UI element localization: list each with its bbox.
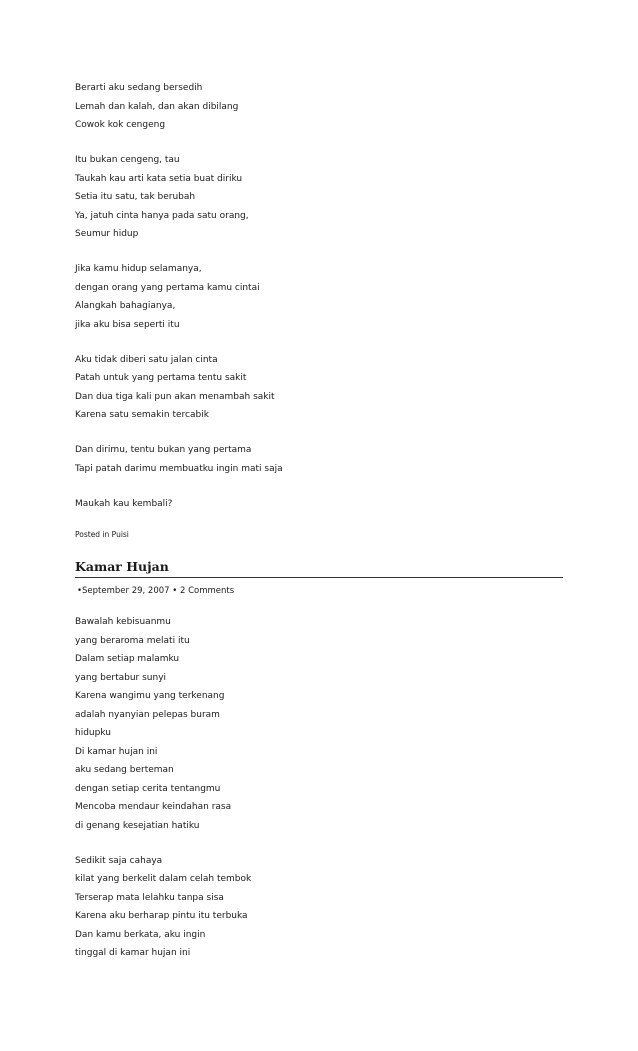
- poem-line: Karena aku berharap pintu itu terbuka: [75, 911, 248, 921]
- stanza-gap: [75, 244, 563, 261]
- poem-line: yang bertabur sunyi: [75, 672, 167, 683]
- poem-line: Setia itu satu, tak berubah: [75, 192, 196, 202]
- poem-line: kilat yang berkelit dalam celah tembok: [75, 874, 252, 884]
- poem-line: Dan kamu berkata, aku ingin: [75, 929, 206, 940]
- stanza: [75, 495, 563, 514]
- stanza-gap: [75, 334, 563, 351]
- poem-line: Terserap mata lelahku tanpa sisa: [75, 892, 224, 903]
- stanza: [75, 260, 563, 334]
- stanza: [75, 151, 563, 244]
- stanza: [75, 613, 563, 835]
- poem-line: Mencoba mendaur keindahan rasa: [75, 802, 232, 812]
- poem-line: tinggal di kamar hujan ini: [75, 948, 191, 958]
- poem-continued: [75, 79, 563, 513]
- poem-line: Maukah kau kembali?: [75, 498, 173, 509]
- poem-line: Bawalah kebisuanmu: [75, 617, 171, 627]
- poem-line: Berarti aku sedang bersedih: [75, 83, 203, 93]
- stanza-gap: [75, 835, 563, 852]
- stanza-gap: [75, 478, 563, 495]
- poem-line: Karena wangimu yang terkenang: [75, 691, 225, 701]
- poem-line: Dan dua tiga kali pun akan menambah sakit: [75, 391, 275, 402]
- poem-line: Dan dirimu, tentu bukan yang pertama: [75, 445, 252, 455]
- poem-line: Karena satu semakin tercabik: [75, 410, 209, 420]
- poem-line: Seumur hidup: [75, 229, 139, 239]
- poem-line: di genang kesejatian hatiku: [75, 820, 200, 831]
- poem-line: Cowok kok cengeng: [75, 120, 166, 130]
- poem-line: Dalam setiap malamku: [75, 654, 180, 664]
- stanza-gap: [75, 425, 563, 442]
- stanza: [75, 79, 563, 135]
- post-meta: •September 29, 2007 • 2 Comments: [77, 586, 235, 596]
- stanza: [75, 852, 563, 963]
- poem-line: jika aku bisa seperti itu: [75, 319, 180, 330]
- poem-line: Di kamar hujan ini: [75, 746, 158, 757]
- poem-line: Tapi patah darimu membuatku ingin mati saja: [75, 463, 283, 474]
- poem-line: Jika kamu hidup selamanya,: [75, 264, 202, 274]
- poem-line: hidupku: [75, 728, 111, 738]
- poem-line: adalah nyanyian pelepas buram: [75, 709, 220, 720]
- stanza: [75, 441, 563, 478]
- poem-line: aku sedang berteman: [75, 765, 174, 775]
- poem-line: Alangkah bahagianya,: [75, 301, 176, 311]
- posted-in-category[interactable]: Posted in Puisi: [75, 530, 129, 539]
- poem-kamar-hujan: [75, 613, 563, 963]
- poem-line: Lemah dan kalah, dan akan dibilang: [75, 101, 239, 112]
- poem-line: Aku tidak diberi satu jalan cinta: [75, 354, 218, 365]
- poem-line: dengan setiap cerita tentangmu: [75, 783, 221, 794]
- poem-line: Sedikit saja cahaya: [75, 855, 163, 866]
- poem-line: Itu bukan cengeng, tau: [75, 155, 180, 165]
- post-title[interactable]: Kamar Hujan: [75, 559, 563, 578]
- poem-line: Patah untuk yang pertama tentu sakit: [75, 373, 247, 383]
- poem-line: Taukah kau arti kata setia buat diriku: [75, 173, 243, 184]
- stanza-gap: [75, 135, 563, 152]
- page-content: [75, 79, 563, 963]
- poem-line: yang beraroma melati itu: [75, 635, 190, 646]
- poem-line: dengan orang yang pertama kamu cintai: [75, 282, 260, 293]
- poem-line: Ya, jatuh cinta hanya pada satu orang,: [75, 210, 249, 221]
- stanza: [75, 351, 563, 425]
